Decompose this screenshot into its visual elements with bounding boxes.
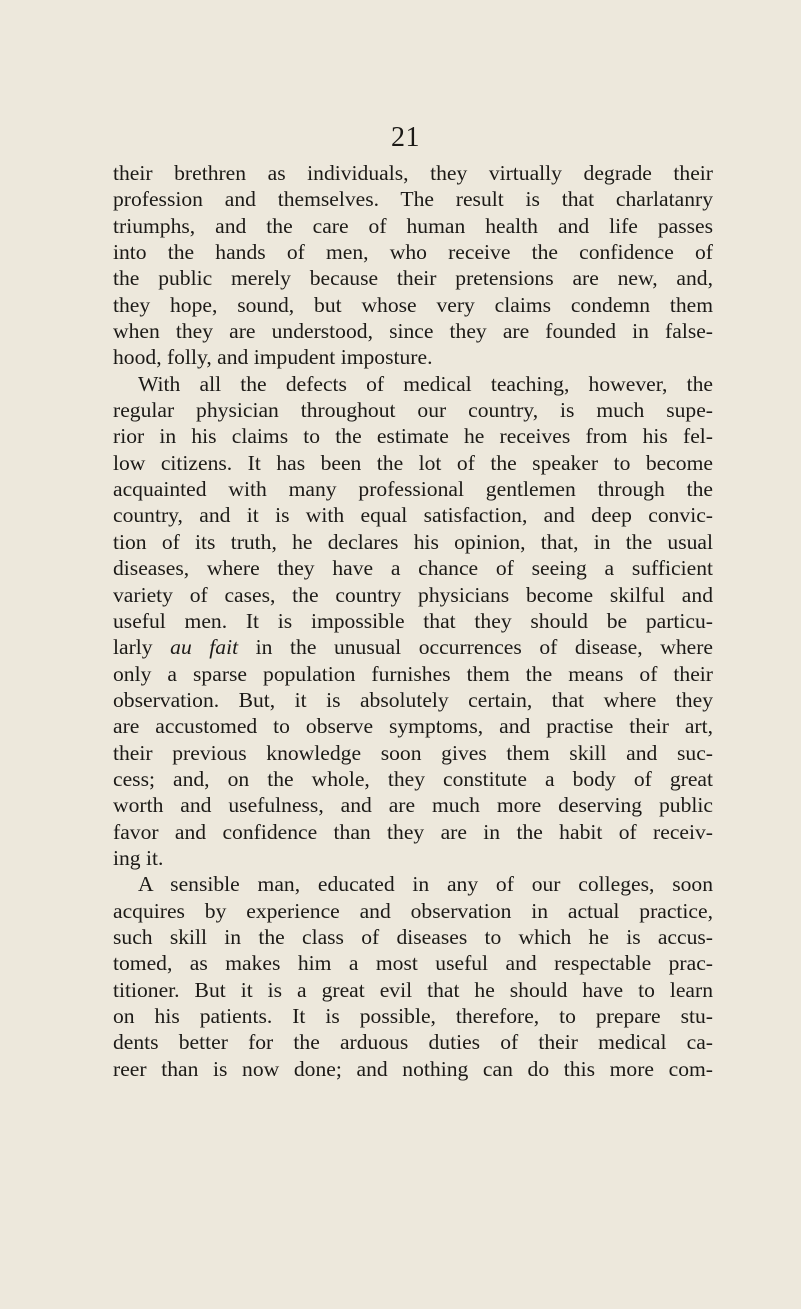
text-line — [113, 634, 713, 660]
text-line: observation. But, it is absolutely certain, that where they — [113, 687, 713, 712]
page-number: 21 — [391, 122, 420, 153]
text-line: rior in his claims to the estimate he receives from his fel- — [113, 424, 713, 449]
text-line: titioner. But it is a great evil that he should have to learn — [113, 977, 713, 1002]
text-line: on his patients. It is possible, therefore, to prepare stu- — [113, 1004, 713, 1028]
text-line: profession and themselves. The result is that charlatanry — [113, 187, 713, 212]
text-line: variety of cases, the country physicians become skilful and — [113, 582, 713, 607]
text-line: acquires by experience and observation in actual practice, — [113, 898, 713, 923]
text-line: dents better for the arduous duties of their medical ca- — [113, 1030, 713, 1055]
text-line: hood, folly, and impudent imposture. — [113, 345, 433, 370]
italic-phrase: au fait — [170, 635, 239, 660]
text-line: the public merely because their pretensions are new, and, — [113, 266, 713, 291]
text-line: A sensible man, educated in any of our colleges, soon — [138, 872, 713, 897]
text-line: cess; and, on the whole, they constitute a body of great — [113, 766, 713, 791]
text-line: such skill in the class of diseases to which he is accus- — [113, 924, 713, 949]
text-line: With all the defects of medical teaching, however, the — [138, 371, 713, 396]
text-segment: in the unusual occurrences of disease, where — [238, 635, 713, 660]
text-line: diseases, where they have a chance of seeing a sufficient — [113, 556, 713, 581]
text-line: when they are understood, since they are founded in false- — [113, 319, 713, 344]
text-line: tomed, as makes him a most useful and respectable prac- — [113, 951, 713, 976]
text-line: low citizens. It has been the lot of the speaker to become — [113, 450, 713, 475]
text-line: regular physician throughout our country, is much supe- — [113, 398, 713, 423]
text-segment: larly — [113, 635, 171, 660]
text-line: into the hands of men, who receive the confidence of — [113, 240, 713, 265]
text-line: their previous knowledge soon gives them skill and suc- — [113, 740, 713, 765]
text-line: useful men. It is impossible that they should be particu- — [113, 608, 713, 633]
text-line: they hope, sound, but whose very claims condemn them — [113, 292, 713, 317]
text-line: triumphs, and the care of human health and life passes — [113, 213, 713, 238]
text-line: their brethren as individuals, they virtually degrade their — [113, 161, 713, 185]
text-line: ing it. — [113, 845, 164, 870]
text-line: favor and confidence than they are in the habit of receiv- — [113, 819, 713, 844]
text-line: worth and usefulness, and are much more deserving public — [113, 793, 713, 818]
text-line: country, and it is with equal satisfaction, and deep convic- — [113, 503, 713, 528]
text-line: acquainted with many professional gentlemen through the — [113, 477, 713, 502]
text-line: tion of its truth, he declares his opinion, that, in the usual — [113, 529, 713, 554]
text-line: are accustomed to observe symptoms, and practise their art, — [113, 714, 713, 739]
text-line: reer than is now done; and nothing can do this more com- — [113, 1056, 713, 1081]
text-line: only a sparse population furnishes them the means of their — [113, 661, 713, 686]
body-text — [113, 160, 713, 1082]
